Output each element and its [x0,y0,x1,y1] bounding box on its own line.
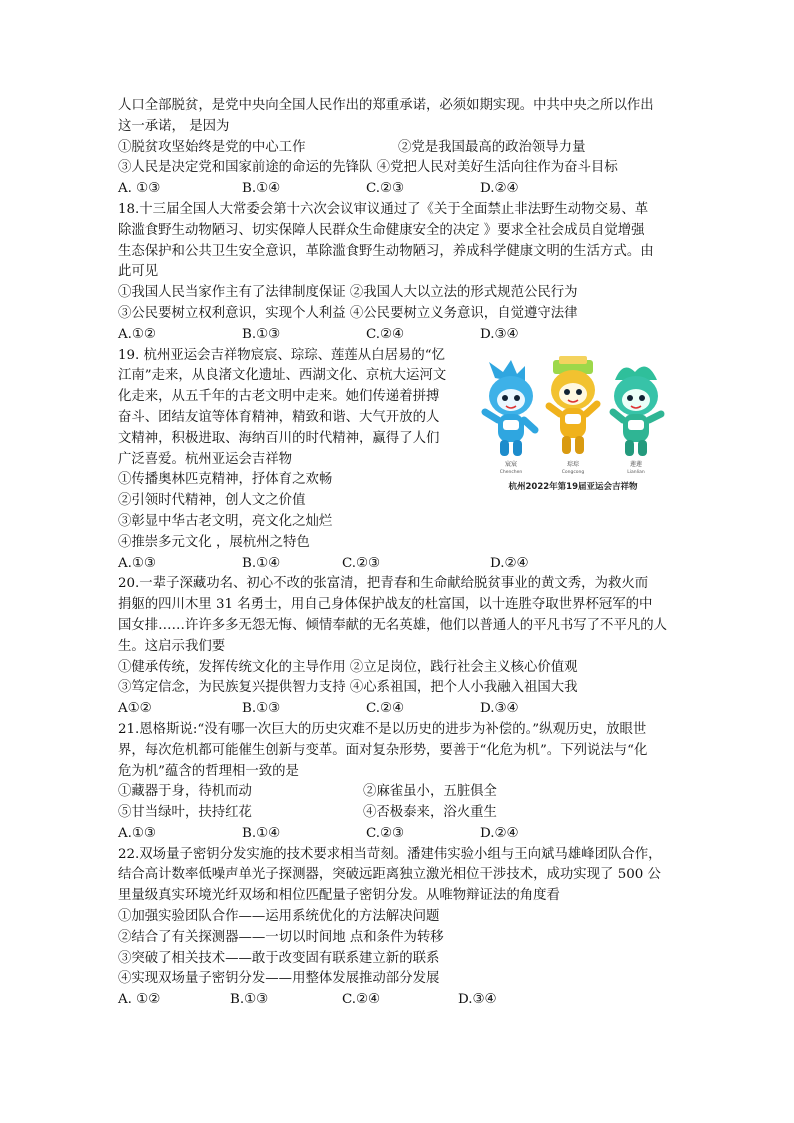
answer-a[interactable]: A.①③ [118,555,156,571]
answer-c[interactable]: C.②④ [366,701,405,717]
mascot-name-lianlian: 莲莲 [629,460,643,468]
q18-stem-line: 此可见 [118,264,159,280]
q17-option-3-4: ③人民是决定党和国家前途的命运的先锋队 ④党把人民对美好生活向往作为奋斗目标 [118,160,618,176]
answer-a[interactable]: A. ①③ [118,181,161,197]
q22-stem-line: 里量级真实环境光纤双场和相位匹配量子密钥分发。从唯物辩证法的角度看 [118,888,560,904]
q19-stem-line: 奋斗、团结友谊等体育精神，精致和谐、大气开放的人 [118,409,440,425]
question-18 [118,200,678,346]
mascot-pinyin-chenchen: Chenchen [499,469,523,475]
q21-option-3: ⑤甘当绿叶，扶持红花 [118,805,252,821]
mascot-name-congcong: 琮琮 [566,460,580,468]
q22-option-3: ③突破了相关技术——敢于改变固有联系建立新的联系 [118,950,440,966]
exam-page [118,96,678,1011]
q21-stem-line: 21.恩格斯说:“没有哪一次巨大的历史灾难不是以历史的进步为补偿的。”纵观历史，放眼世 [118,721,647,737]
q19-text [118,346,473,554]
q17-option-2: ②党是我国最高的政治领导力量 [398,139,586,155]
mascot-pinyin-lianlian: Lianlian [627,469,645,475]
question-20 [118,574,678,720]
q21-stem-line: 界，每次危机都可能催生创新与变革。面对复杂形势，要善于“化危为机”。下列说法与“化 [118,742,648,758]
q21-options-row [118,782,678,803]
mascot-caption: 杭州2022年第19届亚运会吉祥物 [508,481,638,492]
q19-answers [118,554,678,575]
answer-d[interactable]: D.③④ [480,326,519,342]
q21-option-4: ④否极泰来，浴火重生 [363,805,497,821]
answer-a[interactable]: A.①② [118,326,156,342]
answer-c[interactable]: C.②③ [366,181,405,197]
q18-stem-line: 18.十三届全国人大常委会第十六次会议审议通过了《关于全面禁止非法野生动物交易、革 [118,201,649,217]
question-19 [118,346,678,575]
q20-stem-line: 生。这启示我们要 [118,638,226,654]
q21-stem-line: 危为机”蕴含的哲理相一致的是 [118,763,299,779]
answer-b[interactable]: B.①③ [242,326,281,342]
q20-answers [118,699,678,720]
answer-c[interactable]: C.②④ [366,326,405,342]
answer-c[interactable]: C.②③ [366,825,405,841]
answer-b[interactable]: B.①③ [242,701,281,717]
answer-d[interactable]: D.②④ [480,825,519,841]
q18-stem-line: 生态保护和公共卫生安全意识，革除滥食野生动物陋习，养成科学健康文明的生活方式。由 [118,243,654,259]
q17-options-row [118,138,678,159]
q21-answers [118,824,678,845]
q19-stem-line: 江南”走来，从良渚文化遗址、西湖文化、京杭大运河文 [118,368,447,384]
q21-options-row [118,803,678,824]
q18-stem-line: 除滥食野生动物陋习、切实保障人民群众生命健康安全的决定 》要求全社会成员自觉增强 [118,222,645,238]
answer-a[interactable]: A.①③ [118,825,156,841]
q22-answers [118,990,678,1011]
answer-a[interactable]: A. ①② [118,992,161,1008]
q21-option-2: ②麻雀虽小，五脏俱全 [363,784,497,800]
answer-d[interactable]: D.③④ [480,701,519,717]
q20-stem-line: 20.一辈子深藏功名、初心不改的张富清，把青春和生命献给脱贫事业的黄文秀，为救火而 [118,576,649,592]
question-17 [118,96,678,200]
answer-a[interactable]: A①② [118,701,152,717]
mascot-pinyin-congcong: Congcong [561,469,585,475]
q19-option-2: ②引领时代精神，创人文之价值 [118,493,306,509]
q19-option-3: ③彰显中华古老文明，亮文化之灿烂 [118,513,333,529]
q19-stem-line: 文精神，积极进取、海纳百川的时代精神，赢得了人们 [118,430,440,446]
q18-option-line: ③公民要树立权利意识，实现个人利益 ④公民要树立义务意识，自觉遵守法律 [118,305,578,321]
answer-c[interactable]: C.②④ [342,992,381,1008]
q21-option-1: ①藏器于身，待机而动 [118,784,252,800]
q19-stem-line: 广泛喜爱。杭州亚运会吉祥物 [118,451,293,467]
q20-option-line: ①健承传统，发挥传统文化的主导作用 ②立足岗位，践行社会主义核心价值观 [118,659,578,675]
mascot-illustration [473,356,673,496]
q18-option-line: ①我国人民当家作主有了法律制度保证 ②我国人大以立法的形式规范公民行为 [118,285,578,301]
q17-option-1: ①脱贫攻坚始终是党的中心工作 [118,139,306,155]
q22-option-1: ①加强实验团队合作——运用系统优化的方法解决问题 [118,909,440,925]
mascot-name-chenchen: 宸宸 [504,460,518,468]
answer-b[interactable]: B.①④ [242,555,281,571]
answer-d[interactable]: D.②④ [490,555,529,571]
question-21 [118,720,678,845]
q19-stem-line: 化走来，从五千年的古老文明中走来。她们传递着拼搏 [118,389,440,405]
mascot-chenchen [485,360,535,456]
question-22 [118,845,678,1011]
q22-option-2: ②结合了有关探测器——一切以时间地 点和条件为转移 [118,929,444,945]
q19-option-1: ①传播奥林匹克精神，抒体育之欢畅 [118,472,333,488]
q20-option-line: ③笃定信念，为民族复兴提供智力支持 ④心系祖国，把个人小我融入祖国大我 [118,680,578,696]
q20-stem-line: 国女排……许许多多无怨无悔、倾情奉献的无名英雄，他们以普通人的平凡书写了不平凡的人 [118,617,668,633]
answer-d[interactable]: D.③④ [458,992,497,1008]
answer-c[interactable]: C.②③ [342,555,381,571]
q18-answers [118,325,678,346]
mascot-congcong [549,356,597,454]
q17-stem-line: 人口全部脱贫，是党中央向全国人民作出的郑重承诺，必须如期实现。中共中央之所以作出 [118,98,654,113]
mascot-lianlian [613,366,661,455]
answer-b[interactable]: B.①④ [242,181,281,197]
q19-option-4: ④推崇多元文化 ，展杭州之特色 [118,534,310,550]
mascots-svg [473,356,673,486]
q19-body [118,346,678,554]
q17-answers [118,179,678,200]
answer-b[interactable]: B.①③ [230,992,269,1008]
q22-stem-line: 结合高计数率低噪声单光子探测器，突破远距离独立激光相位干涉技术，成功实现了 500 公 [118,867,661,883]
q20-stem-line: 捐躯的四川木里 31 名勇士，用自己身体保护战友的杜富国，以十连胜夺取世界杯冠军的中 [118,597,653,613]
q22-option-4: ④实现双场量子密钥分发——用整体发展推动部分发展 [118,971,440,987]
q19-stem-line: 19. 杭州亚运会吉祥物宸宸、琮琮、莲莲从白居易的“忆 [118,347,445,363]
q17-stem-line: 这一承诺， 是因为 [118,118,230,134]
answer-d[interactable]: D.②④ [480,181,519,197]
answer-b[interactable]: B.①④ [242,825,281,841]
q22-stem-line: 22.双场量子密钥分发实施的技术要求相当苛刻。潘建伟实验小组与王向斌马雄峰团队合作， [118,846,662,862]
mascot-figure [473,346,678,554]
